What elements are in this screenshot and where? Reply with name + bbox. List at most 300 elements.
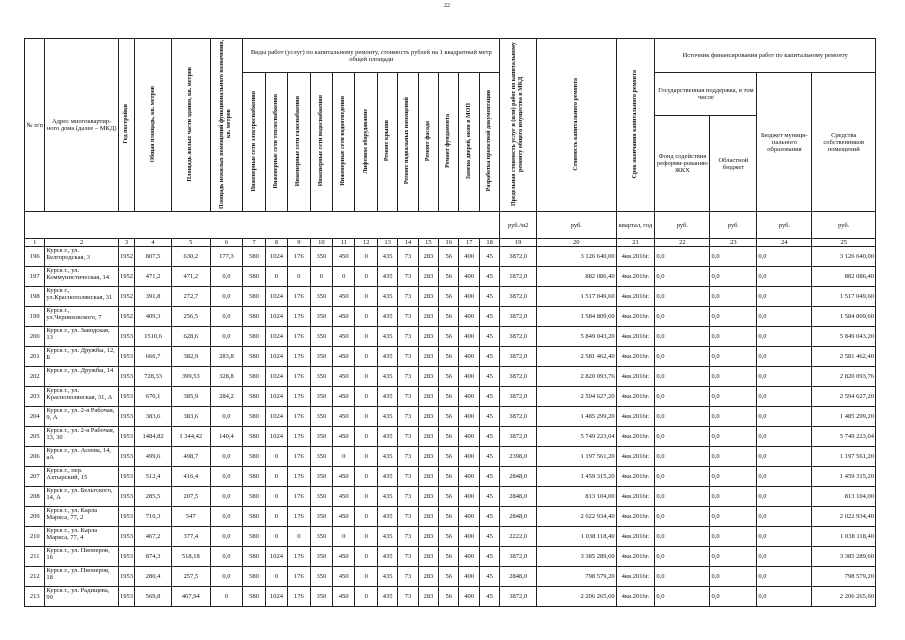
cell-municipal: 0,0 — [757, 547, 812, 567]
cell-work-cost: 0 — [265, 507, 287, 527]
cell-nonliving-area: 0,0 — [210, 447, 243, 467]
cell-work-cost: 580 — [243, 267, 265, 287]
cell-number: 206 — [25, 447, 45, 467]
cell-work-cost: 1024 — [265, 247, 287, 267]
table-row — [25, 487, 876, 507]
column-number: 8 — [265, 239, 287, 247]
cell-work-cost: 350 — [310, 527, 332, 547]
cell-work-cost: 1024 — [265, 427, 287, 447]
cell-repair-cost: 1 517 049,60 — [537, 287, 617, 307]
cell-total-area: 710,3 — [135, 507, 172, 527]
cell-work-cost: 283 — [418, 547, 438, 567]
cell-work-cost: 0 — [355, 447, 377, 467]
cell-number: 204 — [25, 407, 45, 427]
cell-owners: 1 197 561,20 — [812, 447, 876, 467]
cell-work-cost: 45 — [479, 527, 499, 547]
cell-work-cost: 73 — [398, 587, 418, 607]
cell-total-area: 280,4 — [135, 567, 172, 587]
column-number: 19 — [500, 239, 537, 247]
cell-work-cost: 435 — [377, 307, 397, 327]
table-row — [25, 467, 876, 487]
cell-work-cost: 45 — [479, 547, 499, 567]
cell-total-area: 285,5 — [135, 487, 172, 507]
header-limit-cost: Предельная стоимость услуг и (или) работ по капитальному ремонту общего имущества в МКД — [511, 42, 525, 206]
cell-total-area: 666,7 — [135, 347, 172, 367]
cell-deadline: 4кв.2016г. — [616, 567, 655, 587]
column-number: 21 — [616, 239, 655, 247]
cell-work-cost: 400 — [459, 267, 479, 287]
table-row — [25, 307, 876, 327]
cell-regional: 0,0 — [710, 407, 757, 427]
cell-living-area: 498,7 — [171, 447, 210, 467]
cell-work-cost: 580 — [243, 527, 265, 547]
cell-work-cost: 73 — [398, 307, 418, 327]
cell-address: Курск г., ул. Карла Маркса, 77, 4 — [45, 527, 118, 547]
cell-number: 198 — [25, 287, 45, 307]
unit-deadline: квартал, год — [616, 212, 655, 239]
cell-total-area: 569,8 — [135, 587, 172, 607]
cell-living-area: 385,9 — [171, 387, 210, 407]
cell-work-cost: 580 — [243, 367, 265, 387]
cell-limit-cost: 2848,0 — [500, 567, 537, 587]
cell-work-cost: 73 — [398, 527, 418, 547]
cell-work-cost: 435 — [377, 347, 397, 367]
cell-total-area: 499,6 — [135, 447, 172, 467]
cell-limit-cost: 1872,0 — [500, 267, 537, 287]
cell-living-area: 471,2 — [171, 267, 210, 287]
unit-municipal: руб. — [757, 212, 812, 239]
header-work-10: Ремонт фундамента — [445, 114, 452, 168]
cell-work-cost: 400 — [459, 247, 479, 267]
cell-work-cost: 435 — [377, 487, 397, 507]
table-row — [25, 387, 876, 407]
cell-work-cost: 0 — [333, 267, 355, 287]
cell-work-cost: 580 — [243, 247, 265, 267]
column-number: 16 — [439, 239, 459, 247]
cell-work-cost: 283 — [418, 307, 438, 327]
header-address: Адрес многоквартир-ного дома (далее – МКД) — [45, 39, 118, 212]
column-number: 22 — [655, 239, 710, 247]
cell-repair-cost: 2 581 462,40 — [537, 347, 617, 367]
cell-number: 208 — [25, 487, 45, 507]
cell-work-cost: 450 — [333, 247, 355, 267]
cell-work-cost: 350 — [310, 487, 332, 507]
cell-fund: 0,0 — [655, 487, 710, 507]
cell-limit-cost: 3872,0 — [500, 367, 537, 387]
cell-deadline: 4кв.2016г. — [616, 447, 655, 467]
cell-work-cost: 400 — [459, 587, 479, 607]
cell-limit-cost: 2848,0 — [500, 467, 537, 487]
cell-work-cost: 0 — [333, 447, 355, 467]
cell-work-cost: 283 — [418, 447, 438, 467]
cell-year: 1952 — [118, 247, 134, 267]
cell-nonliving-area: 0,0 — [210, 407, 243, 427]
cell-work-cost: 0 — [310, 267, 332, 287]
cell-fund: 0,0 — [655, 327, 710, 347]
cell-regional: 0,0 — [710, 467, 757, 487]
cell-work-cost: 283 — [418, 427, 438, 447]
cell-work-cost: 73 — [398, 407, 418, 427]
cell-work-cost: 0 — [355, 367, 377, 387]
cell-work-cost: 350 — [310, 247, 332, 267]
header-repair-cost: Стоимость капитального ремонта — [572, 77, 579, 171]
cell-work-cost: 350 — [310, 587, 332, 607]
cell-year: 1953 — [118, 427, 134, 447]
header-total-area: Общая площадь, кв. метров — [149, 85, 156, 163]
cell-total-area: 467,2 — [135, 527, 172, 547]
cell-work-cost: 45 — [479, 487, 499, 507]
cell-work-cost: 283 — [418, 347, 438, 367]
cell-limit-cost: 2848,0 — [500, 507, 537, 527]
cell-municipal: 0,0 — [757, 487, 812, 507]
table-header — [25, 39, 876, 247]
page-number: 22 — [444, 3, 450, 9]
cell-work-cost: 1024 — [265, 387, 287, 407]
header-nonliving-area: Площадь нежилых помещений функционального назначения, кв. метров — [219, 39, 233, 209]
column-number: 6 — [210, 239, 243, 247]
cell-total-area: 807,5 — [135, 247, 172, 267]
header-funding-group: Источник финансирования работ по капитальному ремонту — [655, 39, 876, 73]
cell-nonliving-area: 177,3 — [210, 247, 243, 267]
header-work-6: Лифтовое оборудование — [362, 108, 369, 174]
cell-work-cost: 56 — [439, 447, 459, 467]
cell-deadline: 4кв.2016г. — [616, 267, 655, 287]
cell-year: 1953 — [118, 407, 134, 427]
cell-work-cost: 0 — [355, 547, 377, 567]
cell-work-cost: 0 — [265, 487, 287, 507]
column-number: 11 — [333, 239, 355, 247]
cell-fund: 0,0 — [655, 507, 710, 527]
cell-work-cost: 1024 — [265, 327, 287, 347]
cell-regional: 0,0 — [710, 547, 757, 567]
cell-work-cost: 580 — [243, 407, 265, 427]
cell-work-cost: 73 — [398, 567, 418, 587]
cell-work-cost: 73 — [398, 327, 418, 347]
table-row — [25, 367, 876, 387]
cell-deadline: 4кв.2016г. — [616, 427, 655, 447]
cell-total-area: 383,6 — [135, 407, 172, 427]
cell-work-cost: 283 — [418, 327, 438, 347]
cell-work-cost: 0 — [355, 287, 377, 307]
column-number: 3 — [118, 239, 134, 247]
cell-work-cost: 450 — [333, 467, 355, 487]
cell-work-cost: 56 — [439, 247, 459, 267]
cell-work-cost: 0 — [355, 507, 377, 527]
header-work-11: Замена дверей, окон в МОП — [465, 102, 472, 180]
header-work-7: Ремонт крыши — [384, 120, 391, 162]
cell-work-cost: 435 — [377, 467, 397, 487]
cell-work-cost: 400 — [459, 307, 479, 327]
cell-work-cost: 450 — [333, 287, 355, 307]
cell-work-cost: 283 — [418, 587, 438, 607]
cell-municipal: 0,0 — [757, 507, 812, 527]
cell-living-area: 272,7 — [171, 287, 210, 307]
cell-total-area: 670,1 — [135, 387, 172, 407]
column-number: 9 — [288, 239, 310, 247]
cell-owners: 2 206 265,60 — [812, 587, 876, 607]
cell-work-cost: 56 — [439, 507, 459, 527]
table-row — [25, 527, 876, 547]
cell-living-area: 630,2 — [171, 247, 210, 267]
cell-work-cost: 435 — [377, 267, 397, 287]
cell-deadline: 4кв.2016г. — [616, 307, 655, 327]
cell-work-cost: 73 — [398, 287, 418, 307]
cell-nonliving-area: 284,2 — [210, 387, 243, 407]
cell-work-cost: 400 — [459, 567, 479, 587]
cell-work-cost: 450 — [333, 487, 355, 507]
cell-work-cost: 435 — [377, 387, 397, 407]
cell-work-cost: 45 — [479, 427, 499, 447]
cell-total-area: 391,8 — [135, 287, 172, 307]
cell-work-cost: 580 — [243, 547, 265, 567]
cell-work-cost: 350 — [310, 547, 332, 567]
cell-nonliving-area: 0 — [210, 587, 243, 607]
cell-deadline: 4кв.2016г. — [616, 247, 655, 267]
cell-work-cost: 0 — [355, 407, 377, 427]
cell-fund: 0,0 — [655, 467, 710, 487]
cell-deadline: 4кв.2016г. — [616, 527, 655, 547]
cell-limit-cost: 3872,0 — [500, 307, 537, 327]
cell-work-cost: 350 — [310, 407, 332, 427]
cell-work-cost: 400 — [459, 447, 479, 467]
cell-work-cost: 45 — [479, 587, 499, 607]
cell-fund: 0,0 — [655, 247, 710, 267]
cell-number: 205 — [25, 427, 45, 447]
cell-work-cost: 580 — [243, 467, 265, 487]
cell-address: Курск г., ул. Карла Маркса, 77, 2 — [45, 507, 118, 527]
cell-year: 1953 — [118, 547, 134, 567]
cell-limit-cost: 3872,0 — [500, 427, 537, 447]
cell-owners: 1 485 299,20 — [812, 407, 876, 427]
cell-deadline: 4кв.2016г. — [616, 587, 655, 607]
cell-repair-cost: 3 385 289,60 — [537, 547, 617, 567]
cell-work-cost: 400 — [459, 287, 479, 307]
cell-regional: 0,0 — [710, 307, 757, 327]
cell-work-cost: 580 — [243, 427, 265, 447]
cell-work-cost: 435 — [377, 287, 397, 307]
cell-work-cost: 56 — [439, 387, 459, 407]
cell-repair-cost: 882 086,40 — [537, 267, 617, 287]
cell-work-cost: 73 — [398, 387, 418, 407]
column-number: 20 — [537, 239, 617, 247]
cell-fund: 0,0 — [655, 567, 710, 587]
cell-nonliving-area: 0,0 — [210, 527, 243, 547]
cell-owners: 5 749 223,04 — [812, 427, 876, 447]
cell-address: Курск г., ул. 2-я Рабочая, 13, 30 — [45, 427, 118, 447]
cell-work-cost: 45 — [479, 447, 499, 467]
cell-limit-cost: 3872,0 — [500, 407, 537, 427]
cell-work-cost: 176 — [288, 307, 310, 327]
cell-fund: 0,0 — [655, 387, 710, 407]
cell-limit-cost: 3872,0 — [500, 347, 537, 367]
cell-nonliving-area: 0,0 — [210, 287, 243, 307]
cell-address: Курск г., ул. Краснополянская, 31, А — [45, 387, 118, 407]
cell-work-cost: 0 — [265, 527, 287, 547]
cell-work-cost: 0 — [265, 447, 287, 467]
unit-limit: руб./м2 — [500, 212, 537, 239]
cell-work-cost: 580 — [243, 567, 265, 587]
unit-fund: руб. — [655, 212, 710, 239]
cell-work-cost: 450 — [333, 587, 355, 607]
cell-regional: 0,0 — [710, 507, 757, 527]
cell-work-cost: 450 — [333, 327, 355, 347]
cell-work-cost: 73 — [398, 507, 418, 527]
cell-work-cost: 400 — [459, 387, 479, 407]
cell-work-cost: 45 — [479, 567, 499, 587]
cell-address: Курск г., ул. Пионеров, 18 — [45, 567, 118, 587]
cell-fund: 0,0 — [655, 407, 710, 427]
cell-owners: 3 385 289,60 — [812, 547, 876, 567]
cell-municipal: 0,0 — [757, 527, 812, 547]
cell-work-cost: 283 — [418, 527, 438, 547]
cell-owners: 1 038 118,40 — [812, 527, 876, 547]
cell-address: Курск г., ул. 2-я Рабочая, 9, А — [45, 407, 118, 427]
cell-address: Курск г., ул. Коммунистическая, 14 — [45, 267, 118, 287]
column-number: 5 — [171, 239, 210, 247]
cell-work-cost: 0 — [355, 487, 377, 507]
cell-number: 200 — [25, 327, 45, 347]
cell-municipal: 0,0 — [757, 467, 812, 487]
cell-owners: 1 459 315,20 — [812, 467, 876, 487]
cell-owners: 2 594 627,20 — [812, 387, 876, 407]
cell-nonliving-area: 0,0 — [210, 467, 243, 487]
cell-limit-cost: 2222,0 — [500, 527, 537, 547]
cell-limit-cost: 3872,0 — [500, 587, 537, 607]
cell-work-cost: 435 — [377, 567, 397, 587]
cell-work-cost: 450 — [333, 547, 355, 567]
cell-deadline: 4кв.2016г. — [616, 547, 655, 567]
cell-work-cost: 450 — [333, 507, 355, 527]
cell-work-cost: 400 — [459, 367, 479, 387]
cell-work-cost: 283 — [418, 567, 438, 587]
cell-work-cost: 283 — [418, 247, 438, 267]
cell-living-area: 257,5 — [171, 567, 210, 587]
cell-fund: 0,0 — [655, 447, 710, 467]
cell-work-cost: 56 — [439, 547, 459, 567]
cell-fund: 0,0 — [655, 527, 710, 547]
cell-work-cost: 0 — [355, 387, 377, 407]
table-row — [25, 347, 876, 367]
cell-total-area: 874,3 — [135, 547, 172, 567]
cell-work-cost: 1024 — [265, 367, 287, 387]
cell-deadline: 4кв.2016г. — [616, 287, 655, 307]
cell-repair-cost: 5 749 223,04 — [537, 427, 617, 447]
cell-work-cost: 45 — [479, 267, 499, 287]
cell-number: 213 — [25, 587, 45, 607]
cell-municipal: 0,0 — [757, 587, 812, 607]
cell-year: 1953 — [118, 387, 134, 407]
cell-work-cost: 73 — [398, 447, 418, 467]
cell-municipal: 0,0 — [757, 367, 812, 387]
cell-owners: 2 820 093,76 — [812, 367, 876, 387]
cell-work-cost: 56 — [439, 567, 459, 587]
cell-work-cost: 400 — [459, 547, 479, 567]
cell-work-cost: 56 — [439, 307, 459, 327]
cell-work-cost: 450 — [333, 367, 355, 387]
cell-repair-cost: 1 197 561,20 — [537, 447, 617, 467]
cell-work-cost: 435 — [377, 367, 397, 387]
cell-municipal: 0,0 — [757, 247, 812, 267]
cell-regional: 0,0 — [710, 287, 757, 307]
header-no: № п/п — [25, 39, 45, 212]
cell-work-cost: 350 — [310, 567, 332, 587]
cell-work-cost: 56 — [439, 487, 459, 507]
cell-work-cost: 450 — [333, 427, 355, 447]
table-row — [25, 407, 876, 427]
cell-work-cost: 350 — [310, 327, 332, 347]
cell-work-cost: 283 — [418, 267, 438, 287]
cell-work-cost: 1024 — [265, 587, 287, 607]
cell-work-cost: 56 — [439, 287, 459, 307]
cell-repair-cost: 1 038 118,40 — [537, 527, 617, 547]
cell-work-cost: 0 — [355, 327, 377, 347]
cell-municipal: 0,0 — [757, 307, 812, 327]
cell-address: Курск г., ул. Дружбы, 14 — [45, 367, 118, 387]
table-row — [25, 447, 876, 467]
cell-number: 201 — [25, 347, 45, 367]
cell-total-area: 471,2 — [135, 267, 172, 287]
header-work-9: Ремонт фасада — [424, 120, 431, 162]
cell-year: 1952 — [118, 267, 134, 287]
cell-work-cost: 176 — [288, 447, 310, 467]
cell-regional: 0,0 — [710, 487, 757, 507]
cell-fund: 0,0 — [655, 307, 710, 327]
cell-year: 1953 — [118, 587, 134, 607]
cell-address: Курск г., ул. Белгородская, 3 — [45, 247, 118, 267]
header-works-group: Виды работ (услуг) по капитальному ремонту, стоимость рублей на 1 квадратный метр общей площади — [243, 39, 500, 73]
cell-work-cost: 0 — [265, 467, 287, 487]
cell-work-cost: 0 — [355, 247, 377, 267]
cell-limit-cost: 3872,0 — [500, 247, 537, 267]
cell-number: 197 — [25, 267, 45, 287]
cell-work-cost: 45 — [479, 407, 499, 427]
cell-address: Курск г., ул. Дружбы, 12, Б — [45, 347, 118, 367]
cell-limit-cost: 2398,0 — [500, 447, 537, 467]
cell-year: 1953 — [118, 567, 134, 587]
column-number: 18 — [479, 239, 499, 247]
cell-regional: 0,0 — [710, 367, 757, 387]
cell-work-cost: 176 — [288, 367, 310, 387]
cell-work-cost: 56 — [439, 267, 459, 287]
header-living-area: Площадь жилых части здания, кв. метров — [187, 66, 194, 182]
cell-regional: 0,0 — [710, 567, 757, 587]
table-row — [25, 507, 876, 527]
cell-living-area: 207,5 — [171, 487, 210, 507]
cell-work-cost: 1024 — [265, 287, 287, 307]
cell-living-area: 547 — [171, 507, 210, 527]
header-fund: Фонд содействия реформи-рованию ЖКХ — [655, 116, 710, 212]
cell-owners: 813 104,00 — [812, 487, 876, 507]
cell-total-area: 1510,6 — [135, 327, 172, 347]
cell-nonliving-area: 140,4 — [210, 427, 243, 447]
cell-work-cost: 1024 — [265, 347, 287, 367]
cell-deadline: 4кв.2016г. — [616, 507, 655, 527]
cell-work-cost: 73 — [398, 467, 418, 487]
cell-work-cost: 350 — [310, 467, 332, 487]
header-work-1: Инженерные сети электроснабжения — [250, 90, 257, 192]
cell-work-cost: 0 — [355, 587, 377, 607]
cell-work-cost: 56 — [439, 347, 459, 367]
cell-owners: 3 126 640,00 — [812, 247, 876, 267]
cell-work-cost: 580 — [243, 587, 265, 607]
cell-address: Курск г., ул.Черняховского, 7 — [45, 307, 118, 327]
cell-work-cost: 45 — [479, 467, 499, 487]
cell-number: 209 — [25, 507, 45, 527]
cell-total-area: 409,3 — [135, 307, 172, 327]
cell-regional: 0,0 — [710, 427, 757, 447]
cell-municipal: 0,0 — [757, 287, 812, 307]
cell-work-cost: 45 — [479, 307, 499, 327]
